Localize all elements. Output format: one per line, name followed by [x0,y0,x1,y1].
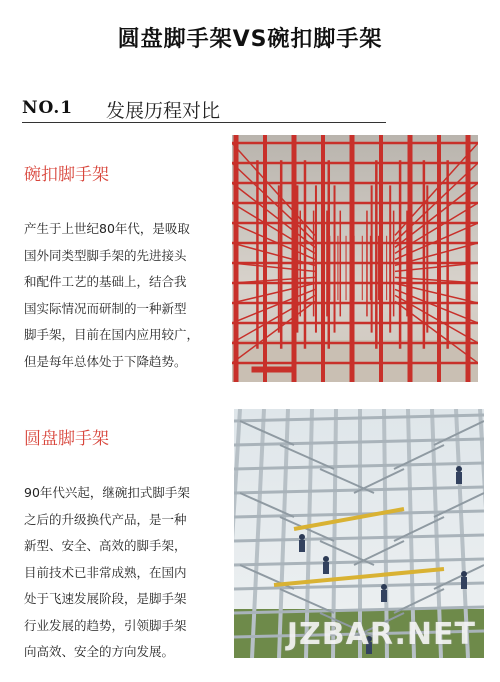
section-label: 发展历程对比 [106,100,221,122]
yuanpan-line: 处于飞速发展阶段，是脚手架 [24,591,187,606]
yuanpan-line: 新型、安全、高效的脚手架， [24,538,187,553]
section-number: NO.1 [22,98,74,118]
yuanpan-line: 之后的升级换代产品，是一种 [24,511,187,527]
page-title: 圆盘脚手架VS碗扣脚手架 [117,27,383,52]
wankou-line: 脚手架，目前在国内应用较广， [24,327,200,342]
yuanpan-line: 90年代兴起，继碗扣式脚手架 [24,485,190,500]
section-divider [22,122,386,123]
wankou-paragraph [24,216,199,375]
wankou-line: 国外同类型脚手架的先进接头 [24,247,187,263]
yuanpan-heading: 圆盘脚手架 [24,429,109,449]
yuanpan-paragraph [24,480,190,666]
watermark: JZBAR.NET [286,617,476,652]
yuanpan-line: 目前技术已非常成熟，在国内 [24,564,187,580]
wankou-line: 但是每年总体处于下降趋势。 [24,353,187,369]
steel-scaffold-photo [234,409,484,658]
yuanpan-line: 行业发展的趋势，引领脚手架 [24,617,187,633]
wankou-heading: 碗扣脚手架 [24,165,109,185]
section-header [22,96,386,122]
wankou-line: 和配件工艺的基础上，结合我 [24,274,187,289]
red-scaffold-photo [232,135,478,382]
wankou-line: 国实际情况而研制的一种新型 [24,300,187,316]
wankou-line: 产生于上世纪80年代，是吸取 [24,221,190,236]
yuanpan-line: 向高效、安全的方向发展。 [24,644,175,659]
